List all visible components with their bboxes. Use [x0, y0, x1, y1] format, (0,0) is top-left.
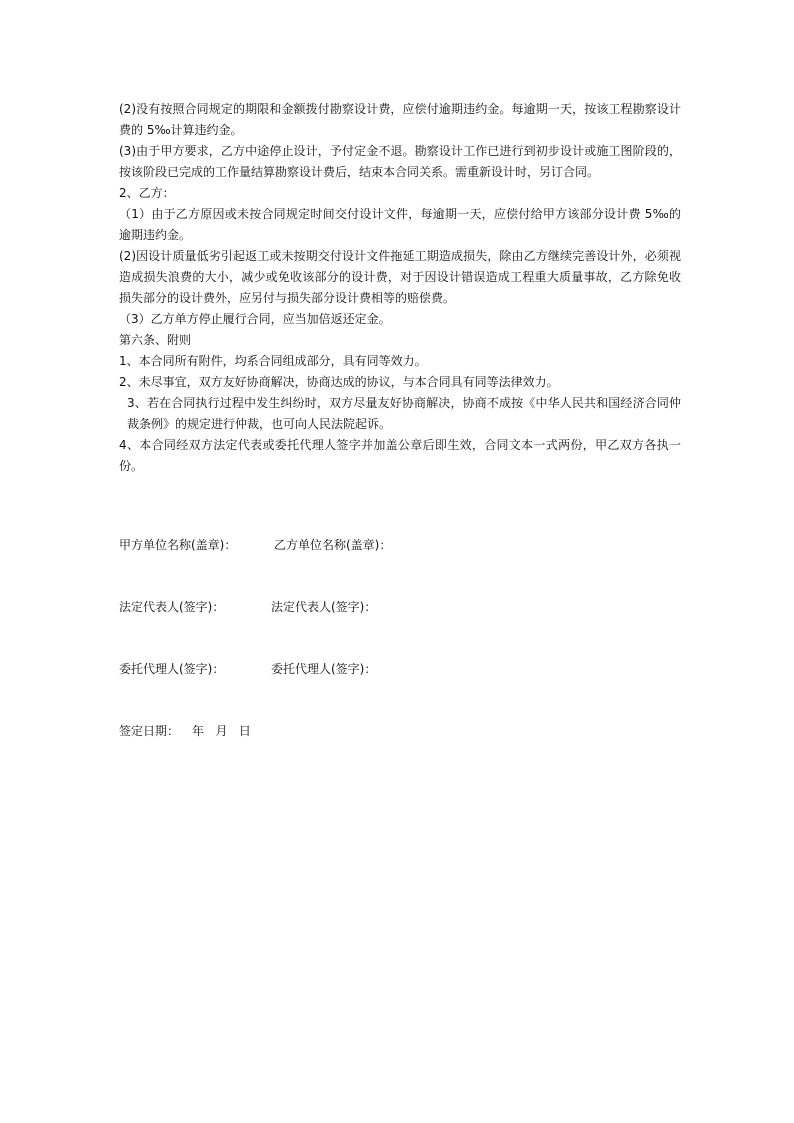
article-six-item-4: 4、本合同经双方法定代表或委托代理人签字并加盖公章后即生效，合同文本一式两份，甲乙双方各执一份。 — [119, 438, 681, 473]
article-six-item-3: 3、若在合同执行过程中发生纠纷时，双方尽量友好协商解决，协商不成按《中华人民共和国经济合同仲裁条例》的规定进行仲裁，也可向人民法院起诉。 — [127, 396, 681, 431]
sign-date-label: 签定日期： — [119, 724, 180, 738]
clause-b-2: (2)因设计质量低劣引起返工或未按期交付设计文件拖延工期造成损失，除由乙方继续完善设计外，必须视造成损失浪费的大小，减少或免收该部分的设计费，对于因设计错误造成工程重大质量事故，乙方除免收损失部分的设计费外，应另付与损失部分设计费相等的赔偿费。 — [119, 249, 681, 305]
clause-b-3: （3）乙方单方停止履行合同，应当加倍返还定金。 — [119, 312, 391, 326]
party-b-unit-label: 乙方单位名称(盖章)： — [274, 538, 392, 552]
sign-date-value: 年 月 日 — [192, 724, 251, 738]
article-six-item-1: 1、本合同所有附件，均系合同组成部分，具有同等效力。 — [119, 354, 427, 368]
party-a-unit-label: 甲方单位名称(盖章)： — [119, 538, 237, 552]
party-b-rep-label: 法定代表人(签字)： — [271, 600, 377, 614]
party-b-agent-label: 委托代理人(签字)： — [271, 662, 377, 676]
clause-a-3: (3)由于甲方要求，乙方中途停止设计，予付定金不退。勘察设计工作已进行到初步设计或施工图阶段的，按该阶段已完成的工作量结算勘察设计费后，结束本合同关系。需重新设计时，另订合同。 — [119, 144, 681, 179]
contract-body — [119, 99, 681, 477]
clause-b-1: （1）由于乙方原因或未按合同规定时间交付设计文件，每逾期一天，应偿付给甲方该部分设计费 5‰的逾期违约金。 — [119, 207, 681, 242]
party-b-heading: 2、乙方： — [119, 186, 175, 200]
party-a-agent-label: 委托代理人(签字)： — [119, 662, 225, 676]
clause-a-2: (2)没有按照合同规定的期限和金额拨付勘察设计费，应偿付逾期违约金。每逾期一天，按该工程勘察设计费的 5‰计算违约金。 — [119, 102, 681, 137]
article-six-item-2: 2、未尽事宜，双方友好协商解决，协商达成的协议，与本合同具有同等法律效力。 — [119, 375, 559, 389]
party-a-rep-label: 法定代表人(签字)： — [119, 600, 225, 614]
article-six-heading: 第六条、附则 — [119, 333, 192, 347]
